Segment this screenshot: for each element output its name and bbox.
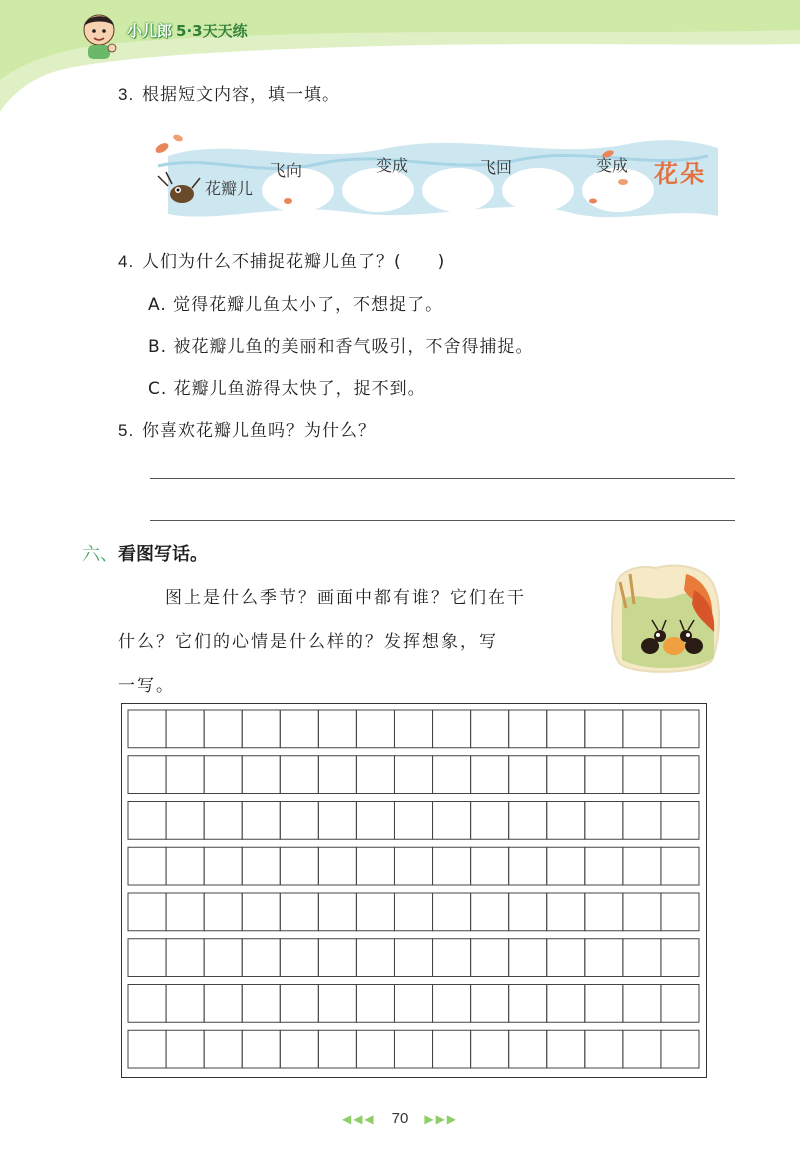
grid-cell[interactable] — [242, 1030, 280, 1068]
grid-cell[interactable] — [623, 847, 661, 885]
grid-cell[interactable] — [242, 893, 280, 931]
question-4 — [118, 247, 445, 272]
answer-line-2 — [150, 520, 735, 521]
grid-cell[interactable] — [318, 985, 356, 1023]
option-b: B. 被花瓣儿鱼的美丽和香气吸引，不舍得捕捉。 — [148, 337, 534, 357]
grid-cell[interactable] — [433, 710, 471, 748]
option-c: C. 花瓣儿鱼游得太快了，捉不到。 — [148, 379, 426, 399]
grid-cell[interactable] — [318, 893, 356, 931]
grid-cell[interactable] — [166, 893, 204, 931]
option-a: A. 觉得花瓣儿鱼太小了，不想捉了。 — [148, 295, 444, 315]
grid-cell[interactable] — [394, 939, 432, 977]
grid-cell[interactable] — [356, 802, 394, 840]
grid-cell[interactable] — [623, 756, 661, 794]
page-footer — [0, 1110, 800, 1127]
grid-cell[interactable] — [433, 756, 471, 794]
grid-cell[interactable] — [280, 847, 318, 885]
grid-cell[interactable] — [547, 710, 585, 748]
grid-cell[interactable] — [471, 802, 509, 840]
prompt-line-1: 图上是什么季节？画面中都有谁？它们在干 — [165, 588, 526, 608]
grid-cell[interactable] — [585, 893, 623, 931]
grid-cell[interactable] — [471, 847, 509, 885]
footer-right-arrows: ▶▶▶ — [424, 1112, 459, 1126]
grid-cell[interactable] — [585, 939, 623, 977]
grid-cell[interactable] — [166, 802, 204, 840]
question-text: 人们为什么不捕捉花瓣儿鱼了？( ) — [142, 252, 446, 272]
grid-cell[interactable] — [318, 756, 356, 794]
section-six-title — [82, 540, 208, 566]
grid-cell[interactable] — [661, 802, 699, 840]
page-number: 70 — [391, 1110, 409, 1127]
question-text: 根据短文内容，填一填。 — [142, 85, 340, 105]
grid-cell[interactable] — [242, 710, 280, 748]
grid-cell[interactable] — [433, 802, 471, 840]
grid-cell[interactable] — [394, 802, 432, 840]
grid-cell[interactable] — [623, 710, 661, 748]
grid-cell[interactable] — [471, 939, 509, 977]
grid-cell[interactable] — [623, 985, 661, 1023]
grid-cell[interactable] — [242, 756, 280, 794]
grid-cell[interactable] — [394, 710, 432, 748]
grid-cell[interactable] — [318, 939, 356, 977]
grid-cell[interactable] — [394, 756, 432, 794]
grid-cell[interactable] — [585, 710, 623, 748]
question-number: 4. — [118, 252, 135, 271]
grid-cell[interactable] — [128, 939, 166, 977]
grid-cell[interactable] — [204, 939, 242, 977]
prompt-line-3: 一写。 — [118, 676, 175, 696]
grid-cell[interactable] — [547, 756, 585, 794]
ribbon-step3-label: 飞回 — [480, 158, 513, 177]
question-number: 3. — [118, 85, 135, 104]
grid-cell[interactable] — [318, 710, 356, 748]
grid-cell[interactable] — [242, 939, 280, 977]
grid-cell[interactable] — [280, 893, 318, 931]
grid-cell[interactable] — [509, 985, 547, 1023]
grid-cell[interactable] — [356, 710, 394, 748]
grid-cell[interactable] — [509, 893, 547, 931]
ribbon-step1-label: 飞向 — [270, 161, 303, 180]
grid-cell[interactable] — [623, 802, 661, 840]
grid-cell[interactable] — [356, 985, 394, 1023]
grid-cell[interactable] — [661, 985, 699, 1023]
grid-cell[interactable] — [547, 847, 585, 885]
grid-cell[interactable] — [471, 893, 509, 931]
grid-cell[interactable] — [204, 893, 242, 931]
grid-cell[interactable] — [394, 985, 432, 1023]
grid-cell[interactable] — [433, 893, 471, 931]
grid-cell[interactable] — [547, 802, 585, 840]
grid-cell[interactable] — [318, 847, 356, 885]
grid-cell[interactable] — [471, 1030, 509, 1068]
brand-main: 小儿郎 — [127, 22, 173, 40]
grid-cell[interactable] — [585, 985, 623, 1023]
grid-cell[interactable] — [166, 847, 204, 885]
grid-cell[interactable] — [509, 756, 547, 794]
grid-cell[interactable] — [661, 939, 699, 977]
grid-cell[interactable] — [356, 939, 394, 977]
brand-logo — [127, 20, 248, 41]
grid-cell[interactable] — [166, 939, 204, 977]
grid-cell[interactable] — [356, 847, 394, 885]
grid-cell[interactable] — [318, 1030, 356, 1068]
grid-cell[interactable] — [661, 847, 699, 885]
grid-cell[interactable] — [280, 756, 318, 794]
grid-cell[interactable] — [661, 756, 699, 794]
grid-cell[interactable] — [242, 847, 280, 885]
answer-line-1 — [150, 478, 735, 479]
section-number: 六、 — [82, 544, 118, 565]
grid-cell[interactable] — [166, 1030, 204, 1068]
footer-left-arrows: ◀◀◀ — [341, 1112, 376, 1126]
grid-cell[interactable] — [128, 847, 166, 885]
grid-cell[interactable] — [280, 939, 318, 977]
ribbon-end-label: 花朵 — [654, 160, 706, 188]
grid-cell[interactable] — [585, 847, 623, 885]
question-number: 5. — [118, 421, 135, 440]
grid-cell[interactable] — [585, 802, 623, 840]
grid-cell[interactable] — [204, 985, 242, 1023]
question-text: 你喜欢花瓣儿鱼吗？为什么？ — [142, 421, 376, 441]
grid-cell[interactable] — [204, 802, 242, 840]
grid-cell[interactable] — [128, 710, 166, 748]
grid-cell[interactable] — [509, 802, 547, 840]
section-title-text: 看图写话。 — [118, 544, 208, 565]
grid-cell[interactable] — [166, 756, 204, 794]
grid-cell[interactable] — [166, 985, 204, 1023]
brand-sub: 5·3天天练 — [176, 22, 248, 40]
grid-cell[interactable] — [433, 985, 471, 1023]
grid-cell[interactable] — [585, 1030, 623, 1068]
grid-cell[interactable] — [356, 1030, 394, 1068]
grid-cell[interactable] — [433, 1030, 471, 1068]
grid-cell[interactable] — [509, 1030, 547, 1068]
grid-cell[interactable] — [471, 756, 509, 794]
grid-cell[interactable] — [242, 985, 280, 1023]
ribbon-start-label: 花瓣儿 — [205, 179, 254, 198]
question-5 — [118, 416, 376, 441]
prompt-line-2: 什么？它们的心情是什么样的？发挥想象，写 — [118, 632, 498, 652]
grid-cell[interactable] — [128, 985, 166, 1023]
grid-cell[interactable] — [128, 893, 166, 931]
question-3 — [118, 80, 340, 105]
writing-grid-lines — [122, 704, 705, 1076]
mascot-boy-icon — [76, 10, 122, 60]
ribbon-step2-label: 变成 — [376, 156, 409, 175]
grid-cell[interactable] — [280, 710, 318, 748]
grid-cell[interactable] — [661, 1030, 699, 1068]
grid-cell[interactable] — [280, 1030, 318, 1068]
grid-cell[interactable] — [128, 802, 166, 840]
grid-cell[interactable] — [394, 893, 432, 931]
grid-cell[interactable] — [623, 1030, 661, 1068]
grid-cell[interactable] — [204, 756, 242, 794]
grid-cell[interactable] — [204, 1030, 242, 1068]
grid-cell[interactable] — [356, 893, 394, 931]
grid-cell[interactable] — [280, 985, 318, 1023]
grid-cell[interactable] — [128, 1030, 166, 1068]
autumn-ants-illustration — [606, 560, 724, 678]
grid-cell[interactable] — [433, 939, 471, 977]
grid-cell[interactable] — [318, 802, 356, 840]
grid-cell[interactable] — [623, 939, 661, 977]
grid-cell[interactable] — [356, 756, 394, 794]
grid-cell[interactable] — [204, 847, 242, 885]
grid-cell[interactable] — [623, 893, 661, 931]
grid-cell[interactable] — [547, 1030, 585, 1068]
ribbon-step4-label: 变成 — [596, 156, 629, 175]
grid-cell[interactable] — [547, 939, 585, 977]
grid-cell[interactable] — [661, 893, 699, 931]
grid-cell[interactable] — [661, 710, 699, 748]
grid-cell[interactable] — [509, 710, 547, 748]
grid-cell[interactable] — [509, 939, 547, 977]
grid-cell[interactable] — [280, 802, 318, 840]
grid-cell[interactable] — [128, 756, 166, 794]
grid-cell[interactable] — [166, 710, 204, 748]
grid-cell[interactable] — [471, 710, 509, 748]
grid-cell[interactable] — [509, 847, 547, 885]
grid-cell[interactable] — [471, 985, 509, 1023]
grid-cell[interactable] — [585, 756, 623, 794]
grid-cell[interactable] — [547, 893, 585, 931]
writing-grid[interactable] — [121, 703, 707, 1078]
grid-cell[interactable] — [204, 710, 242, 748]
grid-cell[interactable] — [242, 802, 280, 840]
grid-cell[interactable] — [394, 847, 432, 885]
grid-cell[interactable] — [433, 847, 471, 885]
grid-cell[interactable] — [394, 1030, 432, 1068]
grid-cell[interactable] — [547, 985, 585, 1023]
